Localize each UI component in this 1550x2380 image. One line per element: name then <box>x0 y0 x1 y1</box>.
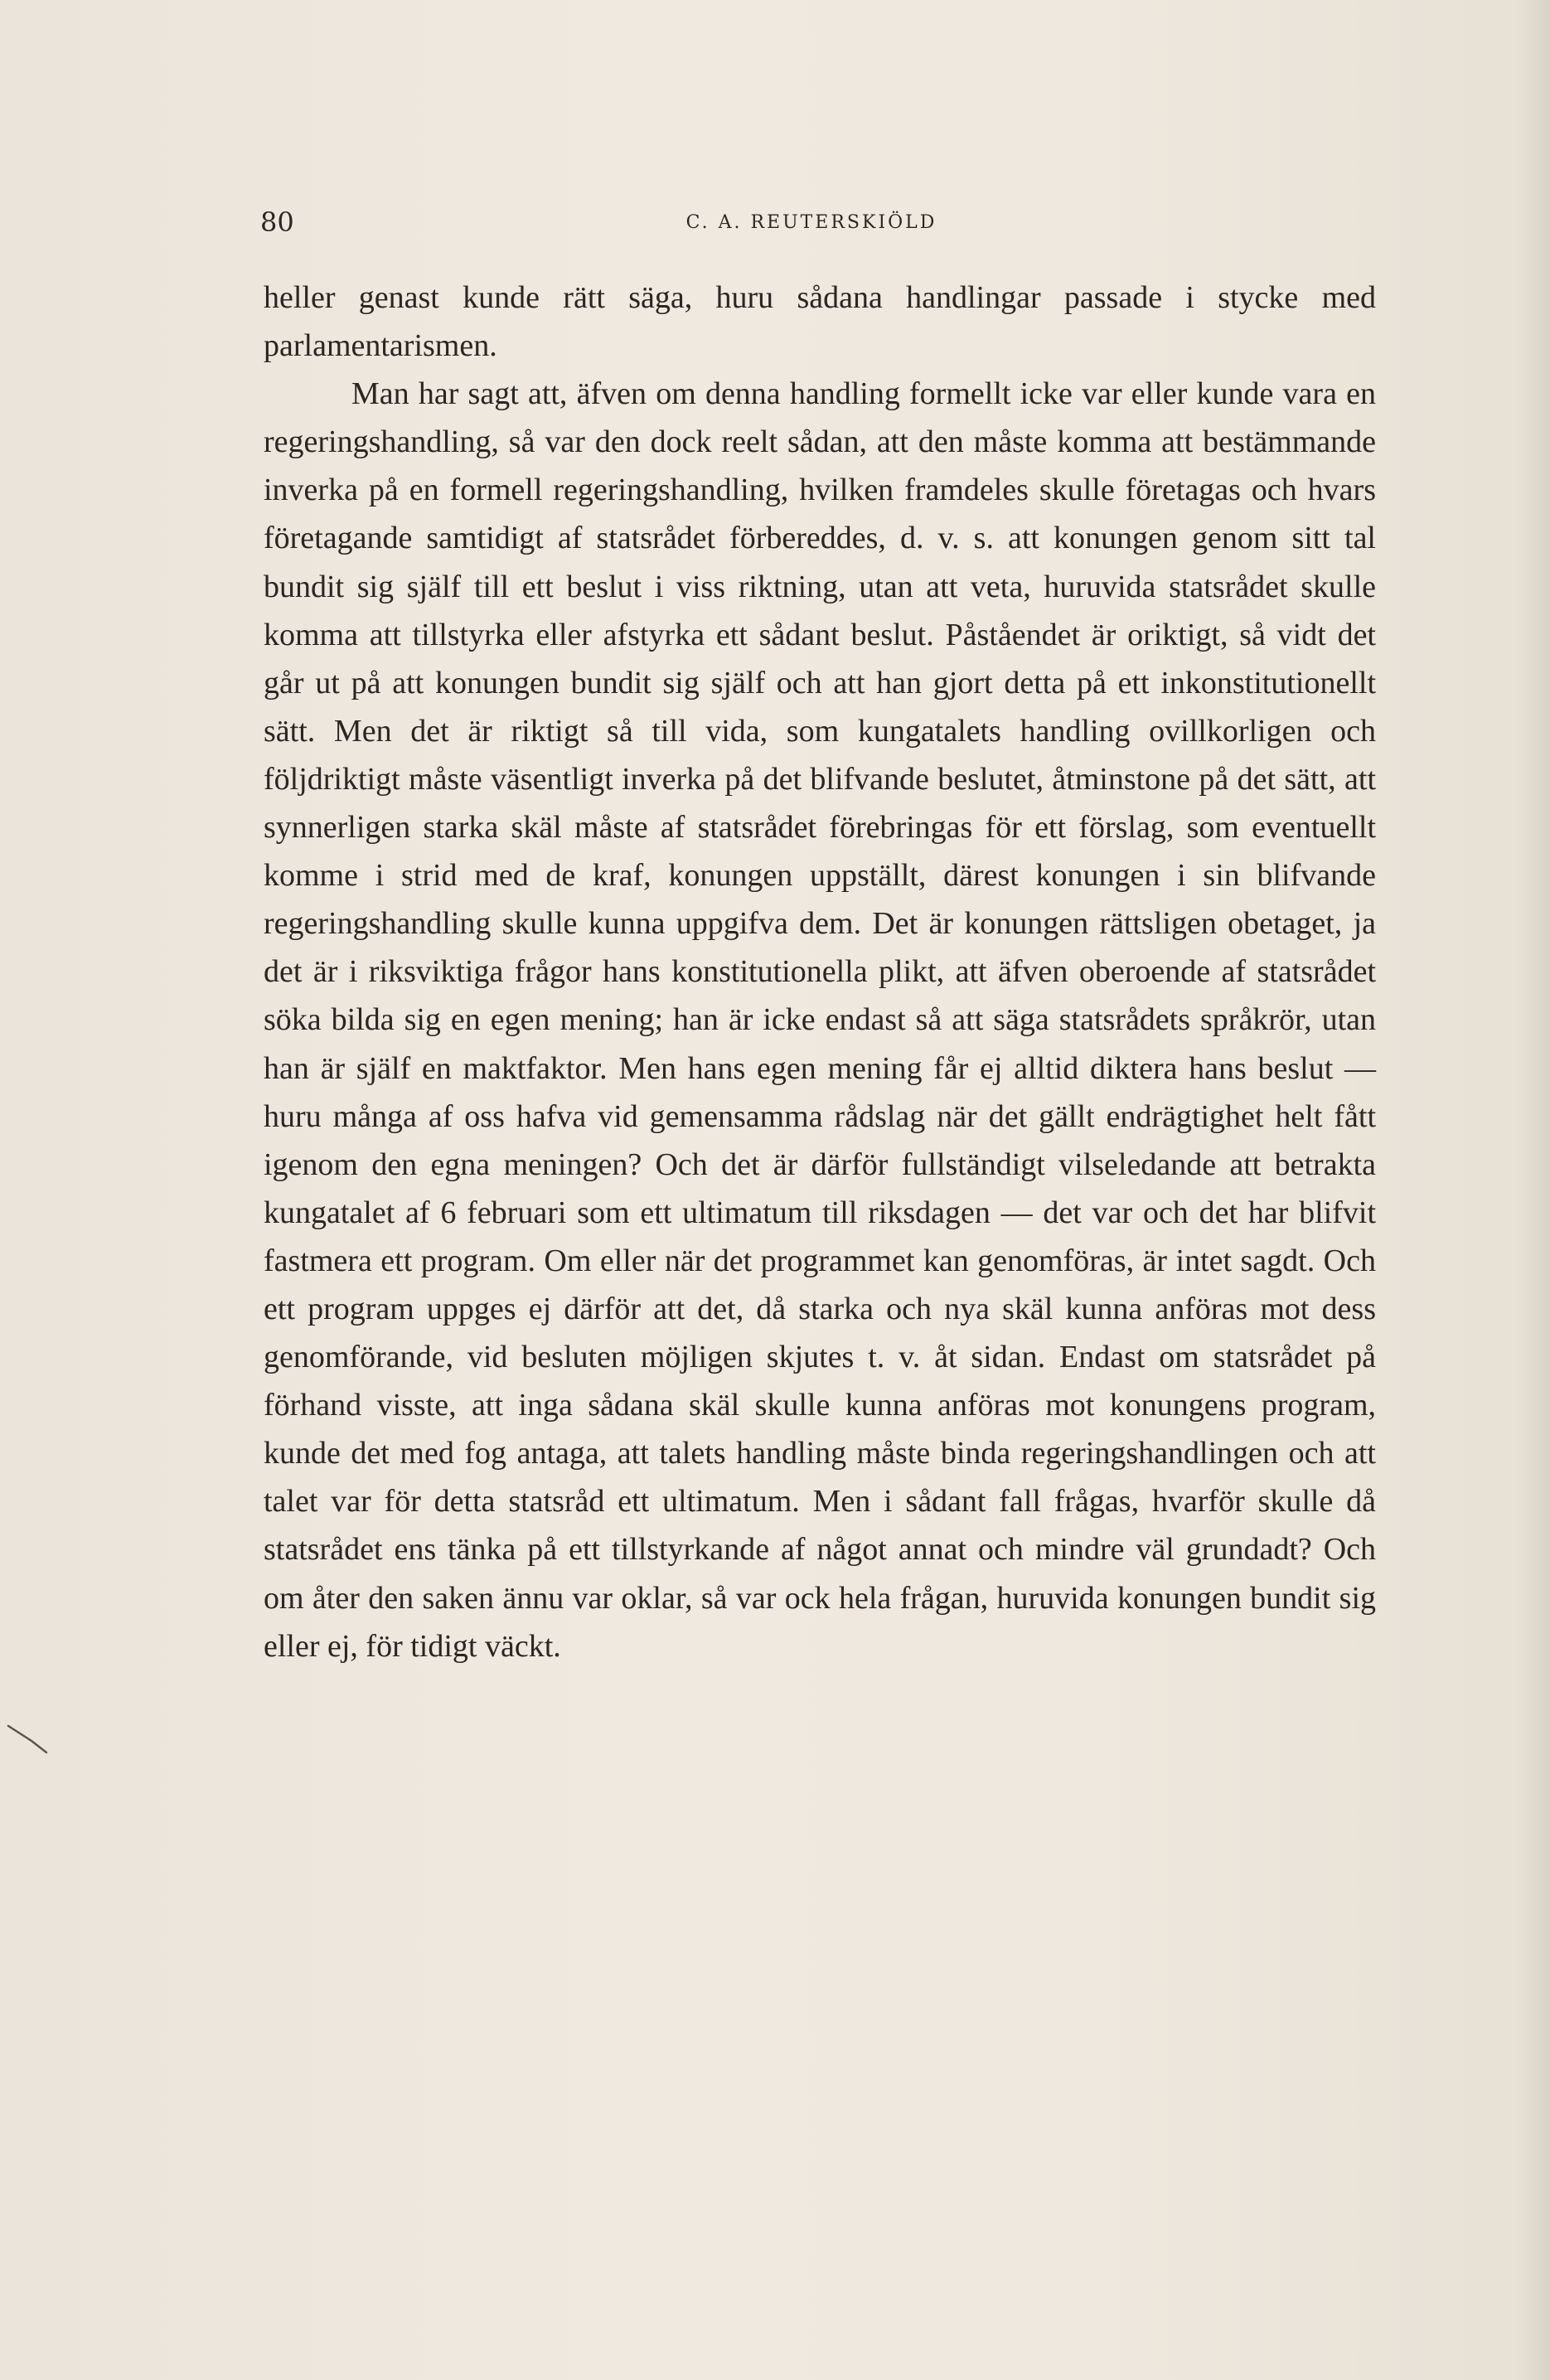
paragraph-main: Man har sagt att, äfven om denna handling formellt icke var eller kunde vara en regeringshandling, så var den dock reelt sådan, att den måste komma att bestämmande inverka på en formell regeringshandling, hvilken framdeles skulle företagas och hvars företagande samtidigt af statsrådet förbereddes, d. v. s. att konungen genom sitt tal bundit sig själf till ett beslut i viss riktning, utan att veta, huruvida statsrådet skulle komma att tillstyrka eller afstyrka ett sådant beslut. Påståendet är oriktigt, så vidt det går ut på att konungen bundit sig själf och att han gjort detta på ett inkonstitutionellt sätt. Men det är riktigt så till vida, som kungatalets handling ovillkorligen och följdriktigt måste väsentligt inverka på det blifvande beslutet, åtminstone på det sätt, att synnerligen starka skäl måste af statsrådet förebringas för ett förslag, som eventuellt komme i strid med de kraf, konungen uppställt, därest konungen i sin blifvande regeringshandling skulle kunna uppgifva dem. Det är konungen rättsligen obetaget, ja det är i riksviktiga frågor hans konstitutionella plikt, att äfven oberoende af statsrådet söka bilda sig en egen mening; han är icke endast så att säga statsrådets språkrör, utan han är själf en maktfaktor. Men hans egen mening får ej alltid diktera hans beslut — huru många af oss hafva vid gemensamma rådslag när det gällt endrägtighet helt fått igenom den egna meningen? Och det är därför fullständigt vilseledande att betrakta kungatalet af 6 februari som ett ultimatum till riksdagen — det var och det har blifvit fastmera ett program. Om eller när det programmet kan genomföras, är intet sagdt. Och ett program uppges ej därför att det, då starka och nya skäl kunna anföras mot dess genomförande, vid besluten möjligen skjutes t. v. åt sidan. Endast om statsrådet på förhand visste, att inga sådana skäl skulle kunna anföras mot konungens program, kunde det med fog antaga, att talets handling måste binda regeringshandlingen och att talet var för detta statsråd ett ultimatum. Men i sådant fall frågas, hvarför skulle då statsrådet ens tänka på ett tillstyrkande af något annat och mindre väl grundadt? Och om åter den saken ännu var oklar, så var ock hela frågan, huruvida konungen bundit sig eller ej, för tidigt väckt. <box>264 376 1376 1664</box>
page-edge-shadow <box>1517 0 1550 2380</box>
running-head-author: C. A. REUTERSKIÖLD <box>685 212 937 233</box>
body-text <box>264 274 1376 1670</box>
margin-pencil-mark <box>7 1723 56 1756</box>
running-head <box>260 206 1363 239</box>
paragraph-continuation: heller genast kunde rätt säga, huru sådana handlingar passade i stycke med parlamentarismen. <box>264 280 1376 364</box>
page-number: 80 <box>260 206 294 238</box>
